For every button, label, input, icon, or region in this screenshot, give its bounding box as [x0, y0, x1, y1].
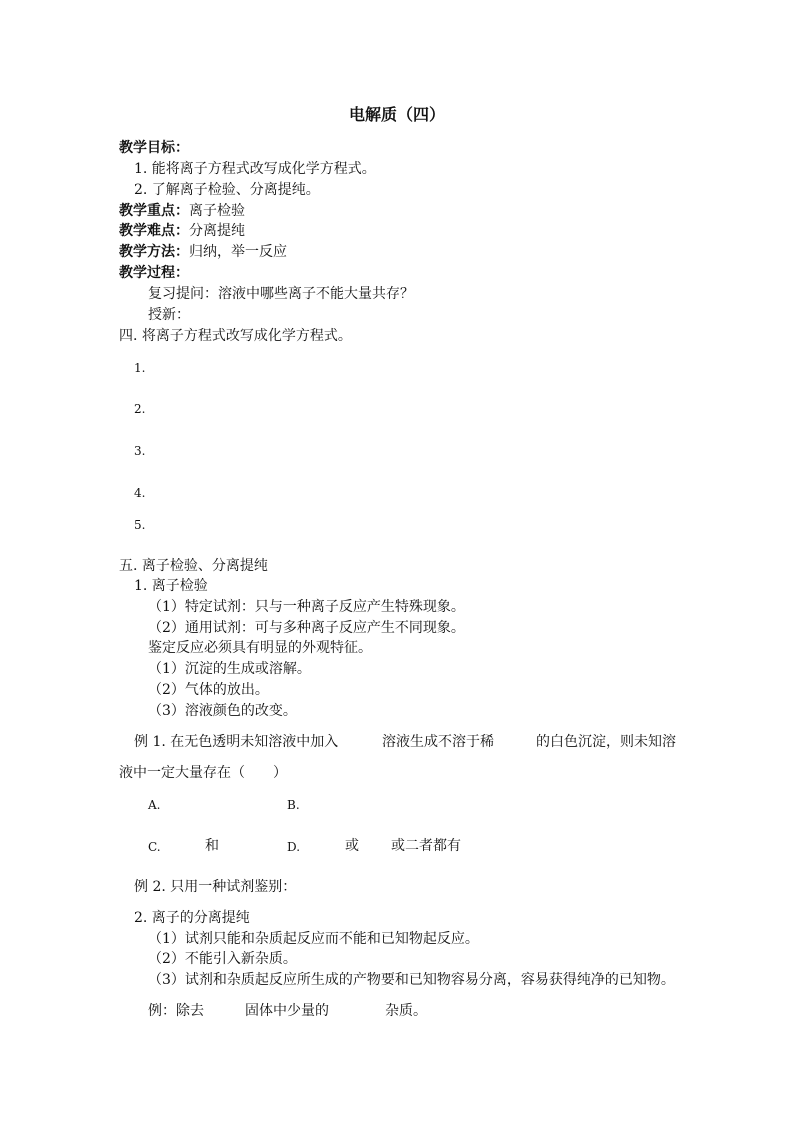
list-item: （2）不能引入新杂质。	[148, 951, 297, 967]
equation-number: 1.	[134, 361, 146, 375]
example-3-part: 固体中少量的	[245, 1003, 329, 1019]
list-item: （3）溶液颜色的改变。	[148, 703, 297, 719]
review-question: 复习提问：溶液中哪些离子不能大量共存？	[148, 286, 414, 302]
goal-item: 2. 了解离子检验、分离提纯。	[134, 182, 320, 198]
difficulty-label: 教学难点：	[119, 223, 189, 239]
option-b: B.	[287, 798, 300, 812]
example-1-line-2: 液中一定大量存在（ ）	[119, 765, 287, 781]
example-3-part: 例：除去	[148, 1003, 204, 1019]
equation-number: 2.	[134, 402, 146, 416]
option-d-both: 或二者都有	[391, 838, 461, 854]
list-item: （1）试剂只能和杂质起反应而不能和已知物起反应。	[148, 931, 479, 947]
list-item: （1）特定试剂：只与一种离子反应产生特殊现象。	[148, 599, 465, 615]
difficulty-text: 分离提纯	[189, 223, 245, 239]
example-1-part: 溶液生成不溶于稀	[382, 734, 494, 750]
option-a: A.	[148, 798, 161, 812]
method-label: 教学方法：	[119, 244, 189, 260]
new-lesson: 授新：	[148, 307, 190, 323]
example-2: 例 2. 只用一种试剂鉴别：	[134, 879, 297, 895]
section-five-heading: 五. 离子检验、分离提纯	[119, 558, 268, 574]
method-text: 归纳，举一反应	[189, 244, 287, 260]
option-d-or: 或	[345, 838, 359, 854]
section-four-heading: 四. 将离子方程式改写成化学方程式。	[119, 328, 352, 344]
equation-number: 4.	[134, 486, 146, 500]
option-c-and: 和	[205, 838, 219, 854]
process-label: 教学过程：	[119, 265, 189, 281]
example-3-part: 杂质。	[385, 1003, 427, 1019]
list-item: （2）通用试剂：可与多种离子反应产生不同现象。	[148, 620, 465, 636]
key-text: 离子检验	[189, 203, 245, 219]
list-item: （1）沉淀的生成或溶解。	[148, 661, 311, 677]
example-1-part: 的白色沉淀，则未知溶	[536, 734, 676, 750]
subsection-separation: 2. 离子的分离提纯	[134, 910, 250, 926]
method-point	[119, 243, 287, 261]
difficulty-point	[119, 222, 245, 240]
equation-number: 3.	[134, 444, 146, 458]
list-item: （3）试剂和杂质起反应所生成的产物要和已知物容易分离，容易获得纯净的已知物。	[148, 972, 675, 988]
example-1-part: 例 1. 在无色透明未知溶液中加入	[134, 734, 339, 750]
key-point	[119, 202, 245, 220]
list-item: （2）气体的放出。	[148, 682, 269, 698]
option-c: C.	[148, 840, 161, 854]
goal-item: 1. 能将离子方程式改写成化学方程式。	[134, 161, 376, 177]
subsection-ion-test: 1. 离子检验	[134, 578, 208, 594]
goals-label: 教学目标：	[119, 140, 189, 156]
key-label: 教学重点：	[119, 203, 189, 219]
feature-note: 鉴定反应必须具有明显的外观特征。	[148, 640, 372, 656]
page-title: 电解质（四）	[348, 105, 445, 124]
option-d: D.	[287, 840, 301, 854]
equation-number: 5.	[134, 518, 146, 532]
